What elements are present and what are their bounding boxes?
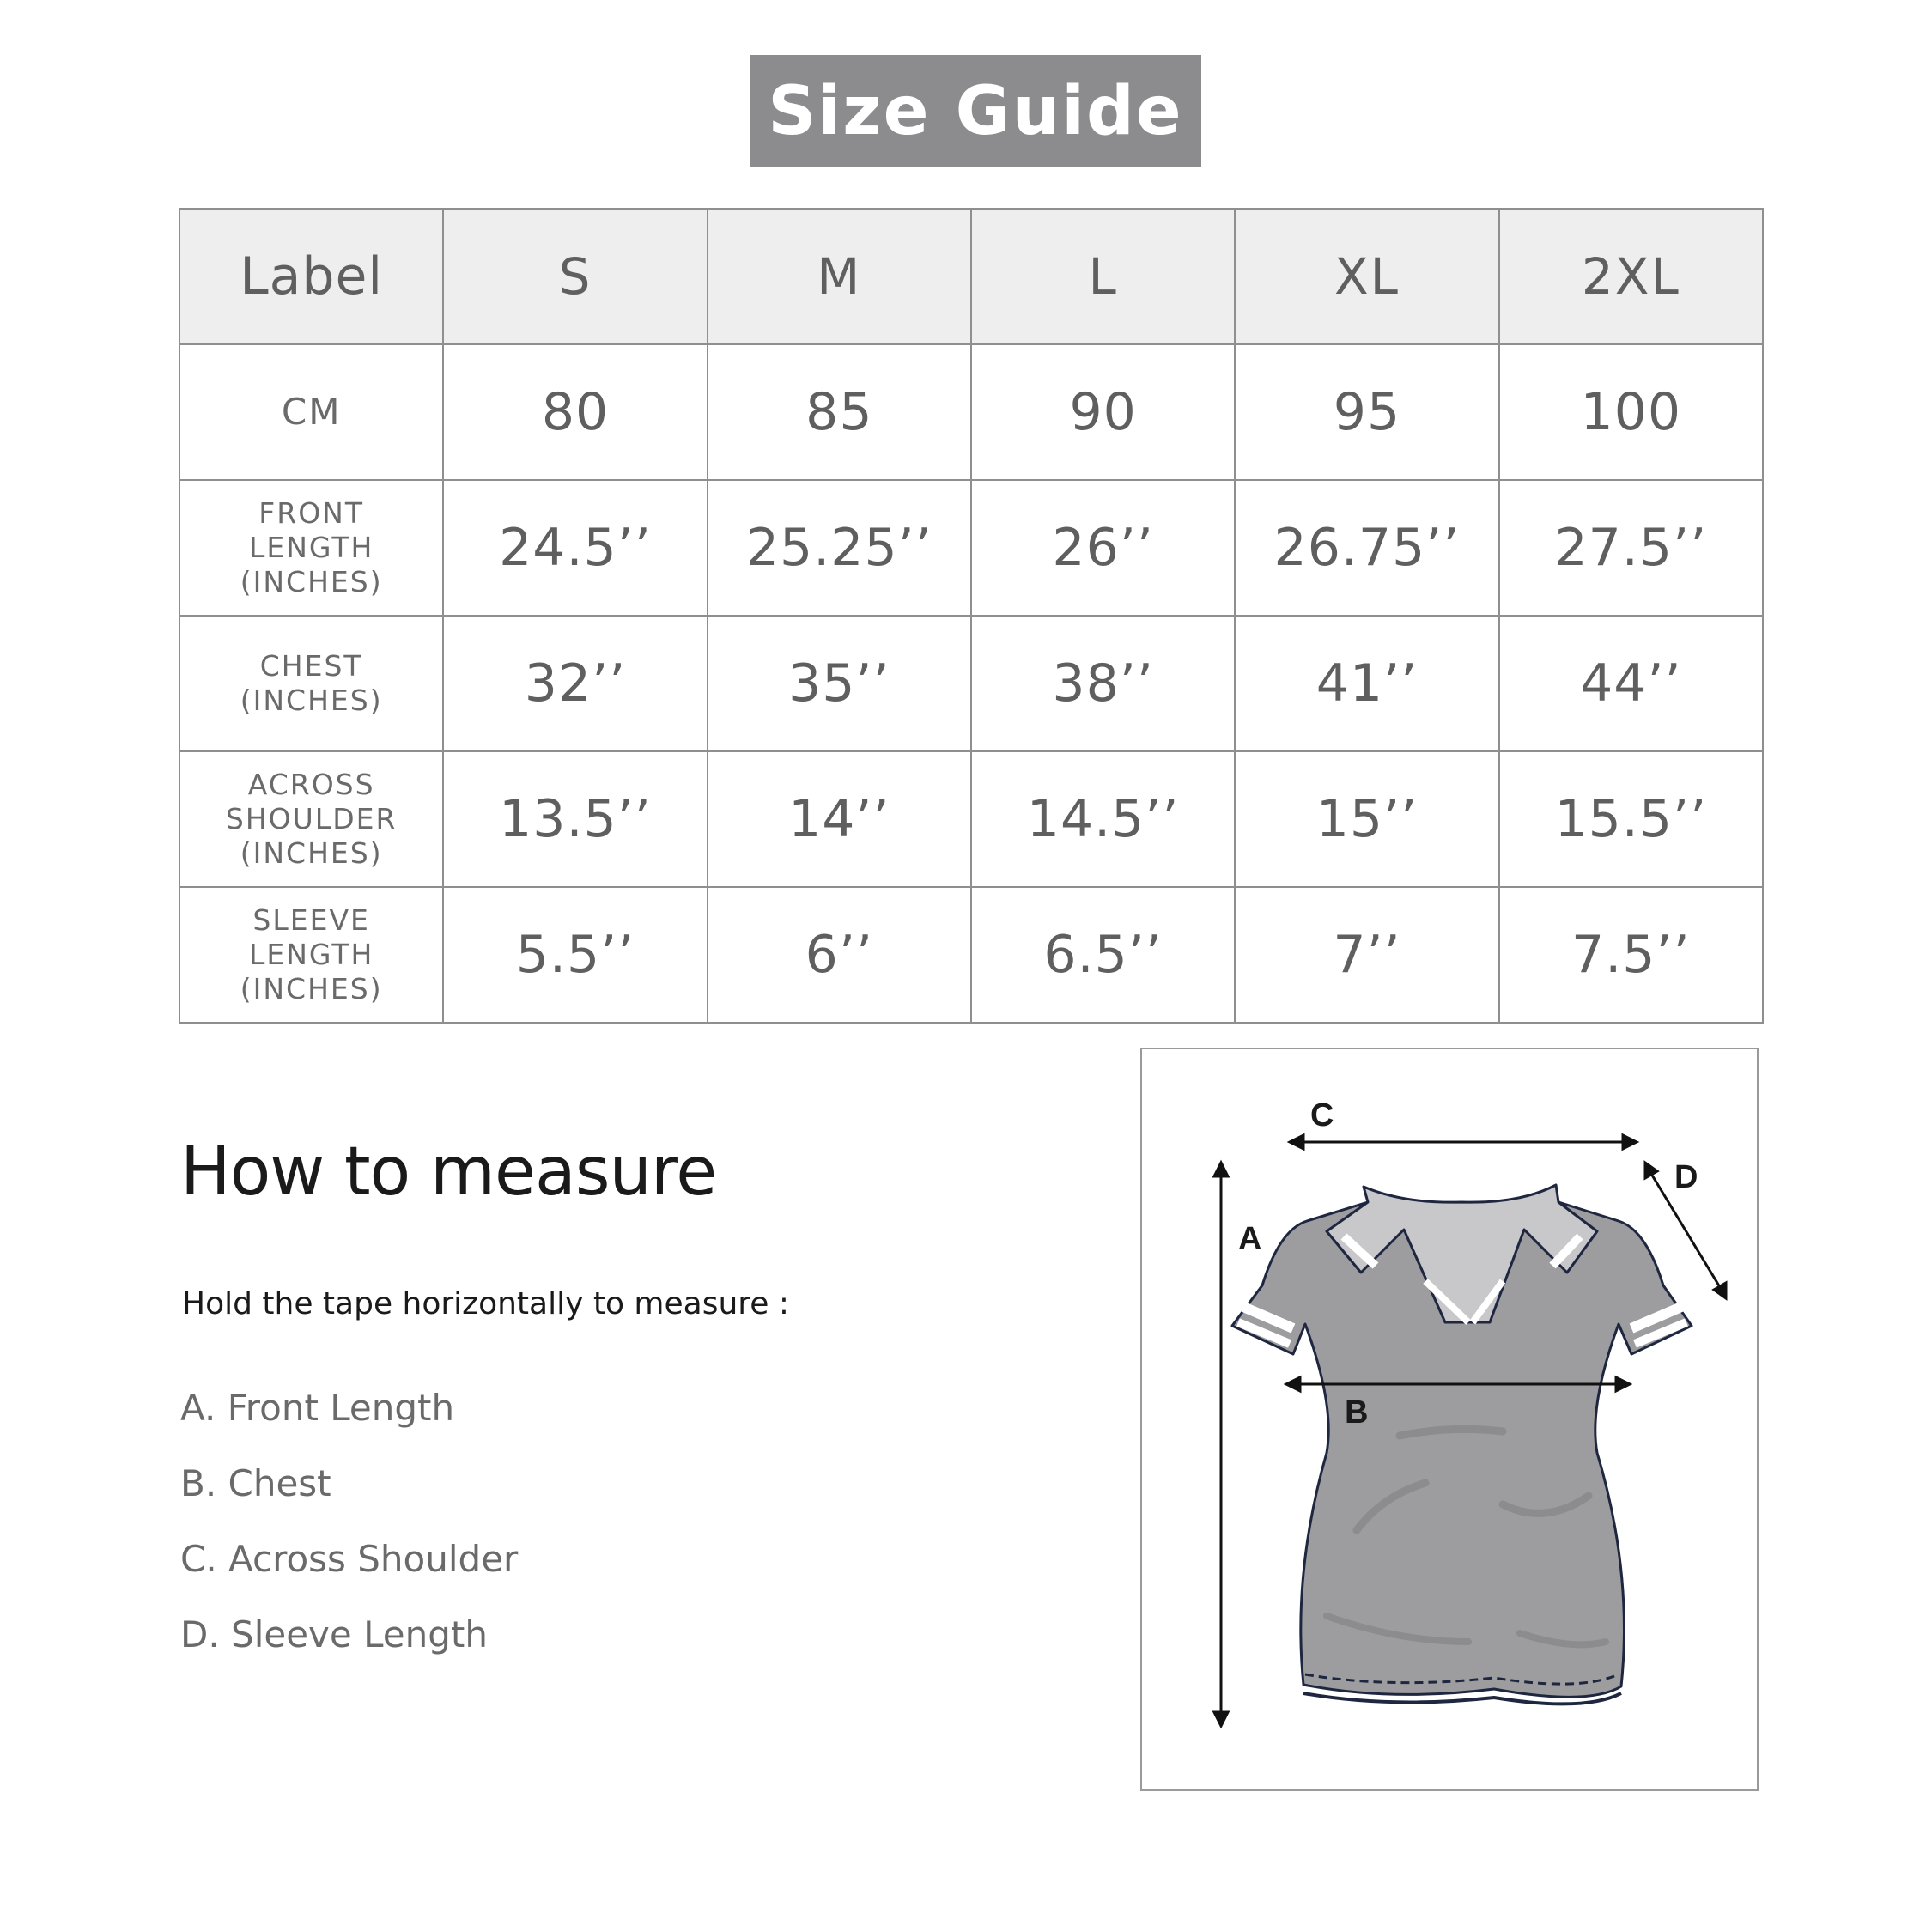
table-row-sleeve-length <box>179 887 1763 1023</box>
table-cell: 14.5’’ <box>971 751 1235 887</box>
label-a: A <box>1238 1221 1262 1257</box>
header-cell-2xl: 2XL <box>1499 209 1763 344</box>
how-to-measure-heading: How to measure <box>180 1133 717 1211</box>
label-d: D <box>1674 1159 1698 1195</box>
header-cell-l: L <box>971 209 1235 344</box>
table-row-across-shoulder <box>179 751 1763 887</box>
table-cell: 14’’ <box>708 751 971 887</box>
table-cell: 90 <box>971 344 1235 480</box>
size-table <box>179 208 1764 1024</box>
table-cell: 26’’ <box>971 480 1235 616</box>
row-label: FRONT LENGTH (INCHES) <box>179 480 443 616</box>
label-b: B <box>1345 1394 1369 1431</box>
arrow-front-length <box>1214 1163 1228 1726</box>
measurement-diagram <box>1140 1048 1759 1791</box>
table-row-chest <box>179 616 1763 751</box>
table-row-front-length <box>179 480 1763 616</box>
measure-instruction: Hold the tape horizontally to measure : <box>182 1286 790 1321</box>
table-cell: 7’’ <box>1235 887 1498 1023</box>
table-cell: 80 <box>443 344 707 480</box>
table-cell: 6’’ <box>708 887 971 1023</box>
legend-item-d: D. Sleeve Length <box>180 1613 488 1656</box>
table-cell: 32’’ <box>443 616 707 751</box>
table-cell: 41’’ <box>1235 616 1498 751</box>
row-label: ACROSS SHOULDER (INCHES) <box>179 751 443 887</box>
measurement-legend <box>180 1387 518 1689</box>
table-cell: 6.5’’ <box>971 887 1235 1023</box>
arrow-across-shoulder <box>1290 1135 1637 1149</box>
table-cell: 5.5’’ <box>443 887 707 1023</box>
table-cell: 15’’ <box>1235 751 1498 887</box>
legend-item-c: C. Across Shoulder <box>180 1538 519 1580</box>
header-cell-m: M <box>708 209 971 344</box>
header-cell-s: S <box>443 209 707 344</box>
table-cell: 100 <box>1499 344 1763 480</box>
table-header-row <box>179 209 1763 344</box>
page-title: Size Guide <box>768 72 1183 150</box>
header-cell-xl: XL <box>1235 209 1498 344</box>
table-cell: 13.5’’ <box>443 751 707 887</box>
table-cell: 24.5’’ <box>443 480 707 616</box>
table-cell: 35’’ <box>708 616 971 751</box>
legend-item-b: B. Chest <box>180 1462 331 1504</box>
table-cell: 25.25’’ <box>708 480 971 616</box>
row-label: CHEST (INCHES) <box>179 616 443 751</box>
table-cell: 95 <box>1235 344 1498 480</box>
table-cell: 7.5’’ <box>1499 887 1763 1023</box>
table-cell: 27.5’’ <box>1499 480 1763 616</box>
header-cell-label: Label <box>179 209 443 344</box>
table-cell: 85 <box>708 344 971 480</box>
table-cell: 38’’ <box>971 616 1235 751</box>
table-cell: 26.75’’ <box>1235 480 1498 616</box>
row-label: CM <box>179 344 443 480</box>
table-cell: 15.5’’ <box>1499 751 1763 887</box>
title-banner <box>750 55 1201 167</box>
table-row-cm <box>179 344 1763 480</box>
legend-item-a: A. Front Length <box>180 1387 455 1429</box>
polo-shirt-illustration <box>1142 1049 1757 1789</box>
row-label: SLEEVE LENGTH (INCHES) <box>179 887 443 1023</box>
label-c: C <box>1310 1097 1334 1133</box>
table-cell: 44’’ <box>1499 616 1763 751</box>
